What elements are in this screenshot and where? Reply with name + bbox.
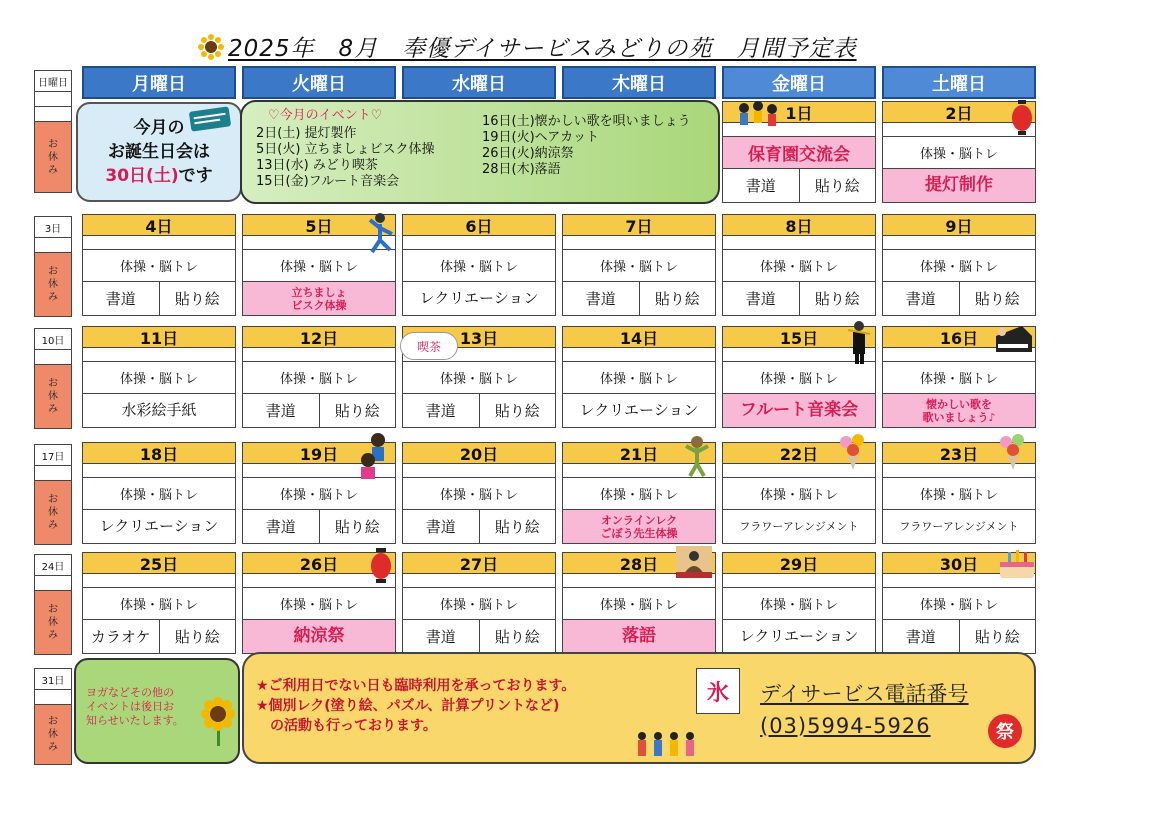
flower-bouquet-icon [836, 432, 870, 472]
exercise-person-icon [366, 212, 396, 256]
festival-fan-icon: 祭 [988, 714, 1022, 748]
day-cell-21: 21日 体操・脳トレ オンラインレク ごぼう先生体操 [562, 442, 716, 544]
day-cell-18: 18日 体操・脳トレ レクリエーション [82, 442, 236, 544]
header-friday: 金曜日 [722, 66, 876, 99]
day-cell-7: 7日 体操・脳トレ 書道 貼り絵 [562, 214, 716, 316]
gobo-teacher-icon [682, 434, 712, 478]
header-thursday: 木曜日 [562, 66, 716, 99]
day-cell-26: 26日 体操・脳トレ 納涼祭 [242, 552, 396, 654]
off-label: お 休 み [34, 365, 72, 429]
sunflower-icon [200, 696, 236, 748]
birthday-notice: 今月の お誕生日会は 30日(土)です [76, 102, 242, 202]
sunday-week6 [34, 668, 72, 765]
day-cell-27: 27日 体操・脳トレ 書道 貼り絵 [402, 552, 556, 654]
sunday-week2 [34, 216, 72, 317]
off-label: お 休 み [34, 481, 72, 545]
day-cell-22: 22日 体操・脳トレ フラワーアレンジメント [722, 442, 876, 544]
day-cell-8: 8日 体操・脳トレ 書道 貼り絵 [722, 214, 876, 316]
day-cell-11: 11日 体操・脳トレ 水彩絵手紙 [82, 326, 236, 428]
off-label: お 休 み [34, 591, 72, 655]
sunday-date: 17日 [34, 444, 72, 466]
sunday-date: 24日 [34, 554, 72, 576]
events-box: ♡今月のイベント♡ 2日(土) 提灯製作 5日(火) 立ちましょビスク体操 13日(水) みどり喫茶 15日(金)フルート音楽会 16日(土)懐かしい歌を唄いましょう 19日(火)ヘアカット 26日(火)納涼祭 28日(木)落語 [240, 100, 720, 204]
header-wednesday: 水曜日 [402, 66, 556, 99]
sunday-date: 31日 [34, 668, 72, 690]
children-yukata-icon [634, 730, 702, 760]
day-cell-29: 29日 体操・脳トレ レクリエーション [722, 552, 876, 654]
day-cell-6: 6日 体操・脳トレ レクリエーション [402, 214, 556, 316]
haircut-people-icon [356, 430, 392, 480]
notice-lines: ★ご利用日でない日も臨時利用を承っております。 ★個別レク(塗り絵、パズル、計算プリントなど) の活動も行っております。 [256, 678, 576, 734]
off-label: お 休 み [34, 705, 72, 765]
day-cell-4: 4日 体操・脳トレ 書道 貼り絵 [82, 214, 236, 316]
header-tuesday: 火曜日 [242, 66, 396, 99]
phone-number: (03)5994-5926 [760, 714, 931, 738]
day-cell-15: 15日 体操・脳トレ フルート音楽会 [722, 326, 876, 428]
lantern-icon [1010, 100, 1034, 136]
yoga-notice: ヨガなどその他の イベントは後日お 知らせいたします。 [74, 658, 240, 764]
sunday-date: 3日 [34, 216, 72, 238]
sunday-week5 [34, 554, 72, 655]
header-monday: 月曜日 [82, 66, 236, 99]
sunflower-icon [198, 34, 224, 60]
day-cell-9: 9日 体操・脳トレ 書道 貼り絵 [882, 214, 1036, 316]
piano-icon [992, 322, 1036, 358]
birthday-card-icon [188, 106, 232, 132]
phone-label: デイサービス電話番号 [760, 682, 969, 706]
day-cell-20: 20日 体操・脳トレ 書道 貼り絵 [402, 442, 556, 544]
sunday-date: 10日 [34, 328, 72, 350]
sunday-week3 [34, 328, 72, 429]
day-cell-13: 13日 体操・脳トレ 書道 貼り絵 [402, 326, 556, 428]
rakugo-icon [676, 546, 712, 578]
flute-player-icon [846, 320, 872, 366]
sunday-header: 日曜日 [34, 70, 72, 92]
day-cell-16: 16日 体操・脳トレ 懐かしい歌を 歌いましょう♪ [882, 326, 1036, 428]
day-cell-1: 1日 保育園交流会 書道 貼り絵 [722, 101, 876, 203]
day-cell-23: 23日 体操・脳トレ フラワーアレンジメント [882, 442, 1036, 544]
page-title: 2025年 8月 奉優デイサービスみどりの苑 月間予定表 [228, 36, 857, 62]
birthday-cake-icon [996, 544, 1038, 584]
shaved-ice-flag-icon: 氷 [696, 668, 740, 714]
children-icon [736, 98, 784, 132]
day-cell-5: 5日 体操・脳トレ 立ちましょ ビスク体操 [242, 214, 396, 316]
day-cell-30: 30日 体操・脳トレ 書道 貼り絵 [882, 552, 1036, 654]
cafe-badge: 喫茶 [400, 332, 458, 360]
day-cell-14: 14日 体操・脳トレ レクリエーション [562, 326, 716, 428]
off-label: お 休 み [34, 253, 72, 317]
festival-lantern-icon [370, 548, 392, 584]
day-cell-19: 19日 体操・脳トレ 書道 貼り絵 [242, 442, 396, 544]
sunday-week4 [34, 444, 72, 545]
events-list-left: 2日(土) 提灯製作 5日(火) 立ちましょビスク体操 13日(水) みどり喫茶 15日(金)フルート音楽会 [256, 126, 435, 189]
day-cell-25: 25日 体操・脳トレ カラオケ 貼り絵 [82, 552, 236, 654]
day-cell-2: 2日 体操・脳トレ 提灯制作 [882, 101, 1036, 203]
flower-bouquet-icon [996, 432, 1030, 472]
day-cell-28: 28日 体操・脳トレ 落語 [562, 552, 716, 654]
events-list-right: 16日(土)懐かしい歌を唄いましょう 19日(火)ヘアカット 26日(火)納涼祭 28日(木)落語 [482, 114, 691, 177]
sunday-week1 [34, 70, 72, 193]
day-cell-12: 12日 体操・脳トレ 書道 貼り絵 [242, 326, 396, 428]
header-saturday: 土曜日 [882, 66, 1036, 99]
off-label: お 休 み [34, 122, 72, 193]
